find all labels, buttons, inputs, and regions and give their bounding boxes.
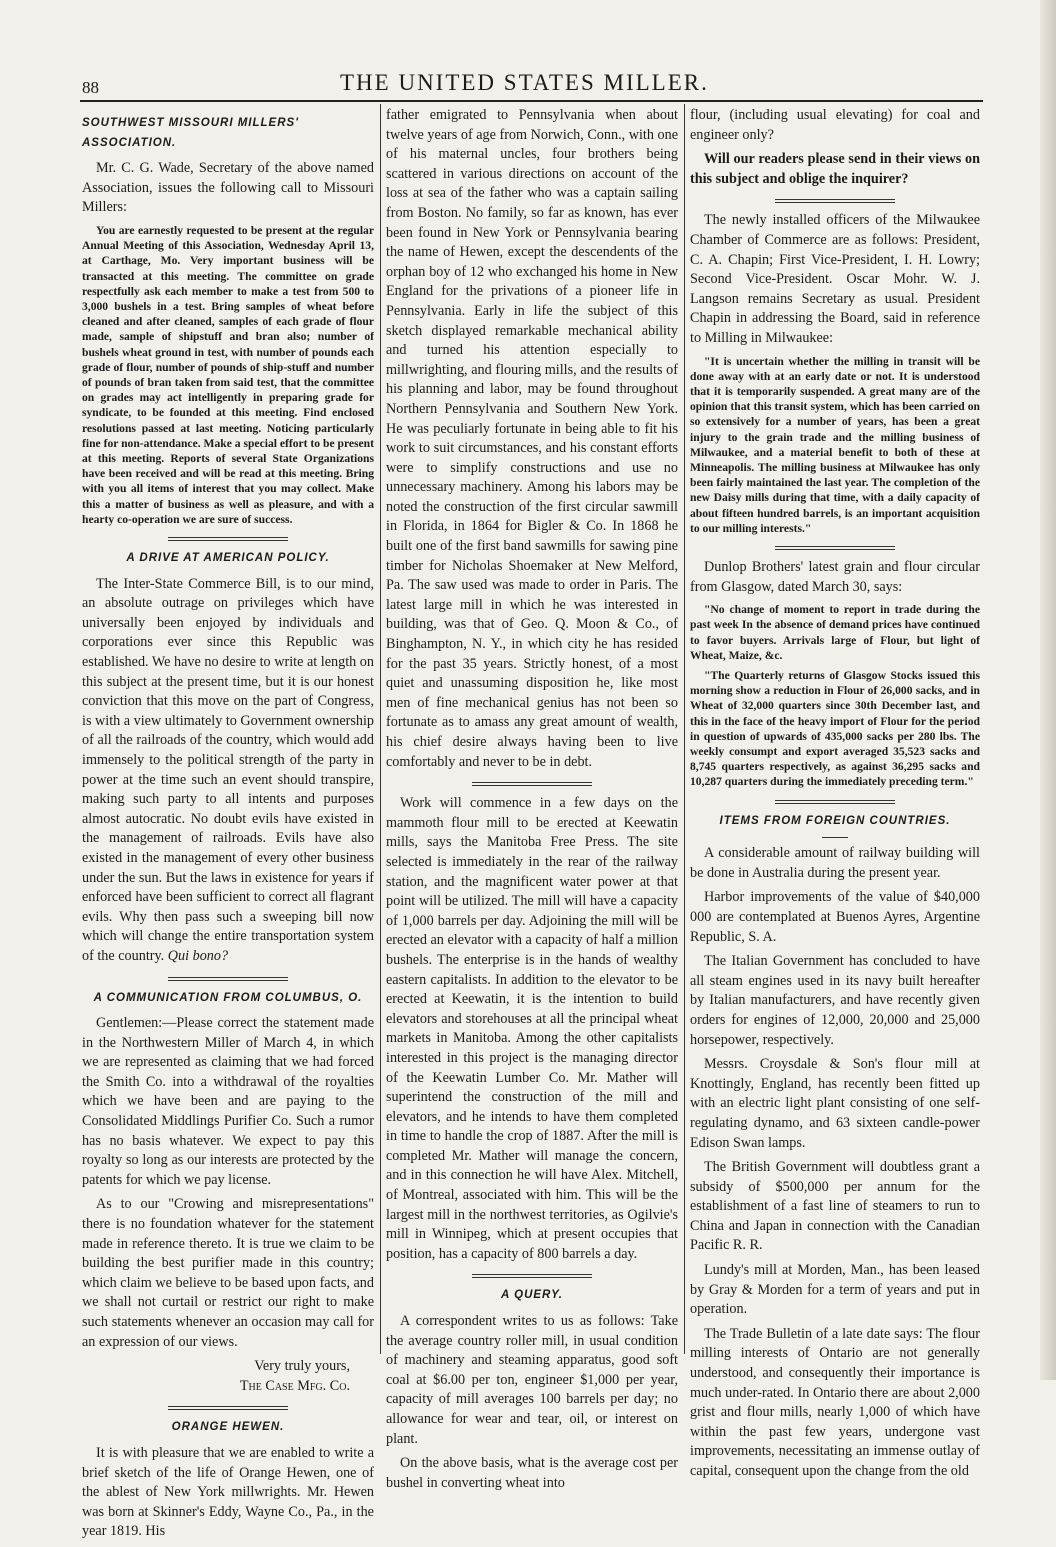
- article-heading: SOUTHWEST MISSOURI MILLERS' ASSOCIATION.: [82, 117, 299, 149]
- closing-phrase: Qui bono?: [167, 947, 229, 964]
- paragraph: The newly installed officers of the Milwaukee Chamber of Commerce are as follows: President, C. A. Chapin; First Vice-President, I. H. Lowry; Second Vice-President. Oscar Mohr. W. J. Langson remains Secretary as usual. President Chapin in addressing the Board, said in reference to Milling in Milwaukee:: [690, 212, 980, 346]
- page-edge: [1040, 0, 1056, 1380]
- paragraph: Mr. C. G. Wade, Secretary of the above named Association, issues the following call to Missouri Millers:: [82, 160, 374, 216]
- column-2: [386, 106, 678, 1498]
- paragraph: The British Government will doubtless grant a subsidy of $500,000 per annum for the establishment of a fast line of steamers to run to China and Japan in connection with the Canadian Pacific R. R.: [690, 1159, 980, 1254]
- paragraph: Dunlop Brothers' latest grain and flour circular from Glasgow, dated March 30, says:: [690, 558, 980, 595]
- article-heading: A DRIVE AT AMERICAN POLICY.: [126, 552, 330, 565]
- paragraph: A correspondent writes to us as follows: Take the average country roller mill, in usual condition of machinery and steaming apparatus, good soft coal at $6.00 per ton, engineer $1,000 per year, capacity of mill averages 100 barrels per day; no allowance for wear and tear, oil, or interest on plant.: [386, 1313, 678, 1447]
- divider: [775, 199, 895, 203]
- divider: [168, 1406, 288, 1410]
- paragraph: It is with pleasure that we are enabled to write a brief sketch of the life of Orange Hewen, one of the ablest of New York millwrights. Mr. Hewen was born at Skinner's Eddy, Wayne Co., Pa., in the year 1819. His: [82, 1444, 374, 1540]
- divider: [775, 546, 895, 550]
- divider: [168, 537, 288, 541]
- paragraph-text: The Inter-State Commerce Bill, is to our mind, an absolute outrage on privileges which have universally been enjoyed by individuals and corporations ever since this Republic was established. We have no desire to write at length on this subject at the present time, but it is our honest conviction that this move on the part of Congress, is with a view ultimately to Government ownership of all the railroads of the country, which would add immensely to the political strength of the party in power at the time such an event should transpire, making such party to all intents and purposes almost autocratic. No doubt evils have existed in the management of railroads. Evils have also existed in the management of every other business under the sun. But the laws in existence for years if enforced have been sufficient to correct all flagrant evils. Why then pass such a sweeping bill now which will change the entire transportation system of the country.: [82, 575, 374, 964]
- paragraph: The Italian Government has concluded to have all steam engines used in its navy built hereafter by Italian manufacturers, and have recently given orders for engines of 12,000, 20,000 and 25,000 horsepower, respectively.: [690, 953, 980, 1048]
- short-divider: [822, 837, 848, 838]
- paragraph: Messrs. Croysdale & Son's flour mill at Knottingly, England, has recently been fitted up with an electric light plant consisting of one self-regulating dynamo, and 63 sixteen candle-power Edison Swan lamps.: [690, 1056, 980, 1151]
- column-separator: [684, 104, 685, 1354]
- page-number: 88: [82, 78, 99, 97]
- paragraph: As to our "Crowing and misrepresentations" there is no foundation whatever for the statement made in reference thereto. It is true we claim to be building the best purifier made in this country; which claim we believe to be based upon facts, and we shall not curtail or restrict our right to make such statements whenever an occasion may call for an expression of our views.: [82, 1196, 374, 1350]
- column-1: [82, 106, 374, 1547]
- paragraph: On the above basis, what is the average cost per bushel in converting wheat into: [386, 1455, 678, 1491]
- article-heading: A COMMUNICATION FROM COLUMBUS, O.: [93, 991, 363, 1004]
- divider: [168, 977, 288, 981]
- quoted-circular: "No change of moment to report in trade during the past week In the absence of demand prices have continued to favor buyers. Arrivals large of Flour, but light of Wheat, Maize, &c.: [690, 603, 980, 662]
- masthead-title: THE UNITED STATES MILLER.: [340, 70, 709, 95]
- divider: [472, 782, 592, 786]
- paragraph: Will our readers please send in their views on this subject and oblige the inquirer?: [690, 151, 980, 187]
- article-heading: ORANGE HEWEN.: [171, 1421, 285, 1434]
- column-separator: [380, 104, 381, 1354]
- paragraph: Lundy's mill at Morden, Man., has been leased by Gray & Morden for a term of years and put in operation.: [690, 1262, 980, 1318]
- paragraph: Work will commence in a few days on the mammoth flour mill to be erected at Keewatin mills, says the Manitoba Free Press. The site selected is immediately in the rear of the railway station, and the magnificent water power at that point will be utilized. The mill will have a capacity of 1,000 barrels per day. Adjoining the mill will be erected an elevator with a capacity of half a million bushels. The enterprise is in the hands of wealthy eastern capitalists. In addition to the elevator to be erected at Keewatin, it is the intention to build elevators and storehouses at all the principal wheat markets in Manitoba. Among the other capitalists interested in this project is the managing director of the Keewatin Lumber Co. Mr. Mather will superintend the construction of the mill and elevators, and he intends to have them completed in time to handle the crop of 1887. After the mill is completed Mr. Mather will manage the concern, and in this connection he will have Alex. Mitchell, of Montreal, associated with him. This will be the largest mill in the northwest territories, as Ogilvie's mill in Winnipeg, which at present occupies that position, has a capacity of 800 barrels a day.: [386, 795, 678, 1262]
- paragraph: flour, (including usual elevating) for coal and engineer only?: [690, 107, 980, 143]
- quoted-circular: "The Quarterly returns of Glasgow Stocks issued this morning show a reduction in Flour of 26,000 sacks, and in Wheat of 32,000 quarters since 30th December last, and this in the face of the heavy import of Flour for the period in question of upwards of 435,000 sacks per 280 lbs. The weekly consumpt and export averaged 35,523 sacks and 8,745 quarters respectively, as against 36,295 sacks and 10,287 quarters during the immediately preceding term.": [690, 668, 980, 789]
- article-heading: ITEMS FROM FOREIGN COUNTRIES.: [719, 814, 951, 827]
- paragraph: [82, 575, 374, 967]
- paragraph: The Trade Bulletin of a late date says: The flour milling interests of Ontario are not generally understood, and consequently their importance is much under-rated. In Ontario there are about 2,000 grist and flour mills, nearly 1,000 of which have within the past few years, undergone vast improvements, necessitating an immense outlay of capital, consequent upon the change from the old: [690, 1325, 980, 1479]
- paragraph: Gentlemen:—Please correct the statement made in the Northwestern Miller of March 4, in which we are represented as claiming that we had forced the Smith Co. into a withdrawal of the royalties which we have been and are paying to the Consolidated Middlings Purifier Co. Such a rumor has no basis whatever. We expect to pay this royalty so long as our interests are protected by the patents for which we pay license.: [82, 1015, 374, 1188]
- column-3: [690, 106, 980, 1487]
- quoted-speech: "It is uncertain whether the milling in transit will be done away with at an early date or not. It is understood that it is temporarily suspended. A great many are of the opinion that this transit system, which has been carried on so extensively for a number of years, has been a great injury to the grain trade and the milling business of Milwaukee, and a material benefit to both of these at Minneapolis. The milling business at Milwaukee has only been fairly maintained the last year. The completion of the new Daisy mills during that time, with a daily capacity of about fifteen hundred barrels, is an important acquisition to our milling interests.": [690, 354, 980, 535]
- paragraph: A considerable amount of railway building will be done in Australia during the present year.: [690, 845, 980, 881]
- signature-closing: Very truly yours,: [254, 1358, 350, 1375]
- paragraph: Harbor improvements of the value of $40,000 000 are contemplated at Buenos Ayres, Argentine Republic, S. A.: [690, 889, 980, 945]
- header-rule: [80, 100, 983, 102]
- article-heading: A QUERY.: [501, 1289, 563, 1302]
- paragraph: father emigrated to Pennsylvania when about twelve years of age from Norwich, Conn., with one of his maternal uncles, four brothers being scattered in various directions on account of the loss at sea of the father who was a captain sailing from Boston. No family, so far as known, has ever been found in New York or Pennsylvania bearing the name of Hewen, except the descendents of the orphan boy of 12 who exchanged his home in New England for the privations of a pioneer life in Pennsylvania. Early in life the subject of this sketch displayed remarkable mechanical ability and turned his attention especially to millwrighting, and flouring mills, and the results of his planning and labor, may be found throughout Northern Pennsylvania and Southern New York. He was peculiarly fortunate in being able to fit his work to suit circumstances, and his constant efforts were to simplify constructions and use no unnecessary machinery. Among his labors may be noted the construction of the first circular sawmill in Florida, in 1864 for Bigler & Co. In 1868 he built one of the first band sawmills for sawing pine timber for Nicholas Shoemaker at New Melford, Pa. The saw used was made to order in Paris. The latest large mill in which he was interested in building, was that of Geo. Q. Moon & Co., of Binghampton, N. Y., in which city he has resided for the past 35 years. Strictly honest, of a most quiet and unassuming disposition he, like most men of fine mechanical genius has not been so fortunate as to amass any great amount of wealth, his chief desire always having been to live comfortably and never to be in debt.: [386, 107, 678, 770]
- signature-name: The Case Mfg. Co.: [239, 1377, 350, 1394]
- divider: [472, 1274, 592, 1278]
- divider: [775, 800, 895, 804]
- quoted-notice: You are earnestly requested to be present at the regular Annual Meeting of this Association, Wednesday April 13, at Carthage, Mo. Very important business will be transacted at this meeting. The committee on grade respectfully ask each member to make a test from 500 to 3,000 bushels in a test. Bring samples of wheat before cleaned and after cleaned, samples of each grade of flour made, sample of shipstuff and bran also; number of bushels wheat ground in test, with number of pounds each grade of flour, number of pounds of ship-stuff and number of pounds of bran taken from said test, that the committee on grades may act intelligently in preparing grade for syndicate, to be founded at this meeting. Find enclosed resolutions passed at last meeting. Noticing particularly fine for non-attendance. Make a special effort to be present at this meeting. Reports of several State Organizations have been received and will be read at this meeting. Bring with you all items of interest that you may collect. Make this a matter of business as well as pleasure, and with a hearty co-operation we are sure of success.: [82, 223, 374, 526]
